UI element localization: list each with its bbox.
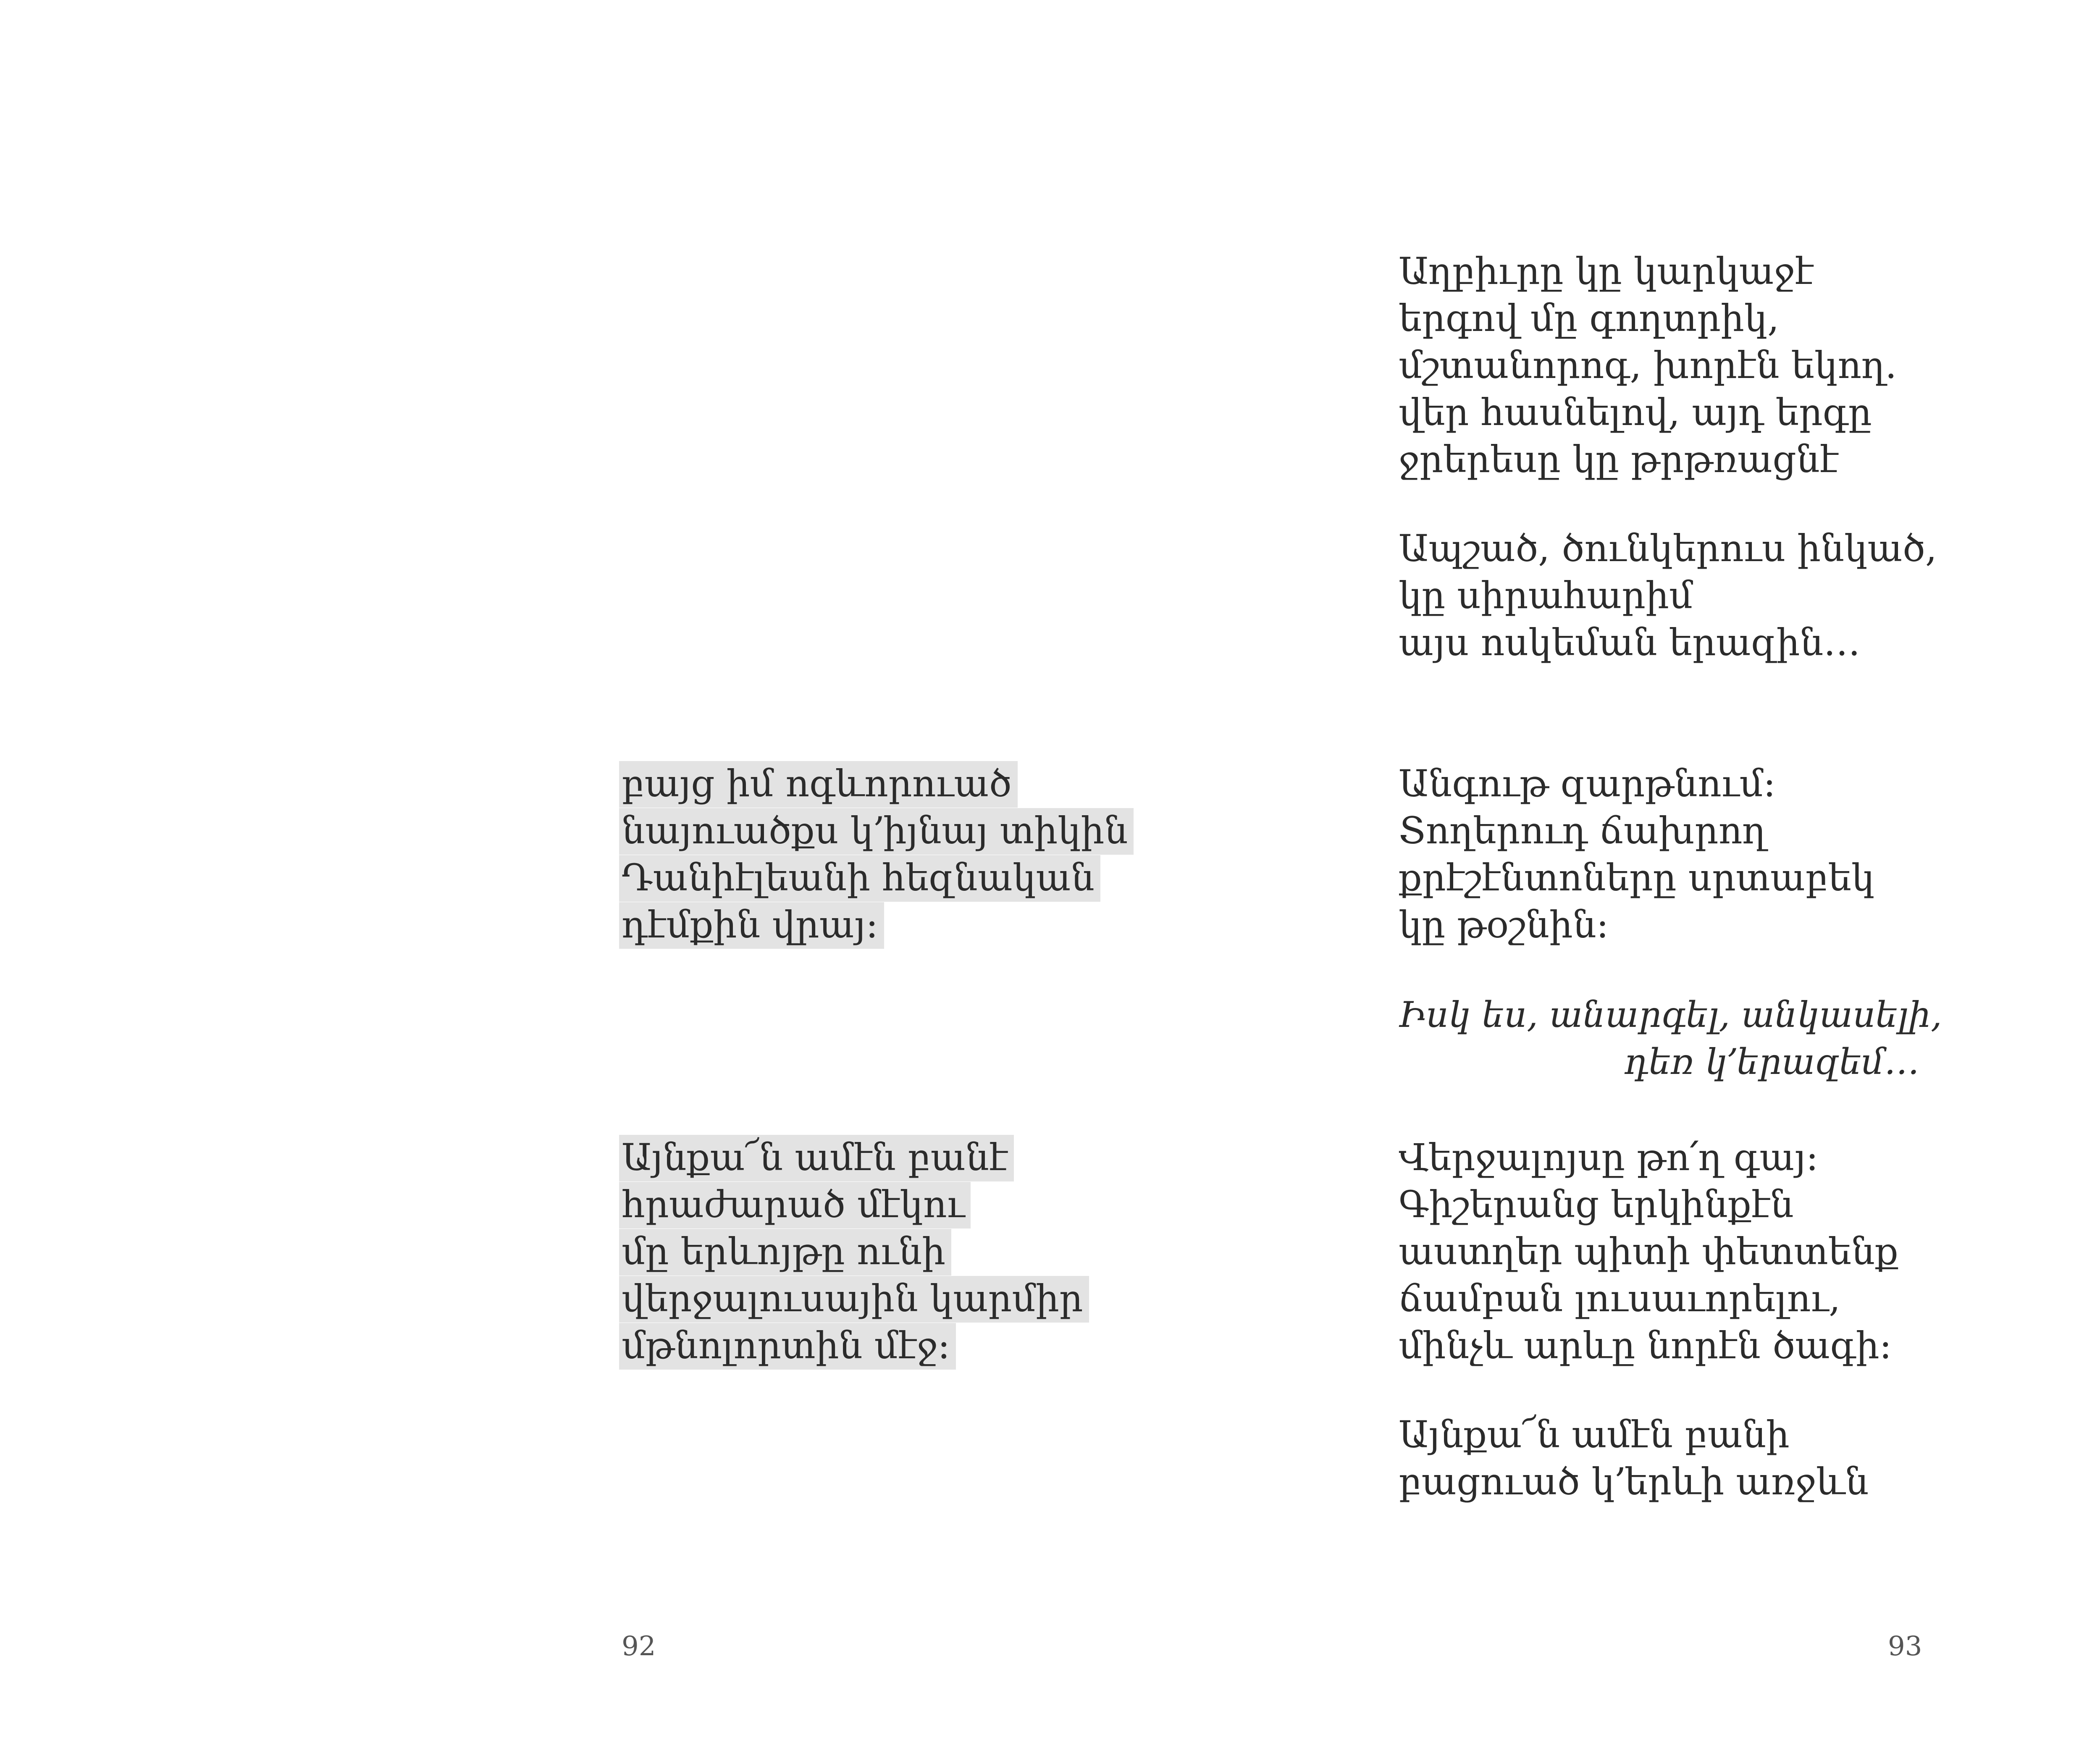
right-page [1260, 0, 2100, 1764]
poem-line: Իսկ ես, անարգել, անկասելի, [1399, 994, 1942, 1035]
poem-line: վերջալուսային կարմիր [622, 1275, 1089, 1322]
poem-line: աստղեր պիտի փետտենք [1399, 1230, 1898, 1273]
italic-stanza [1399, 991, 1942, 1085]
poem-line: դեռ կ՚երազեմ… [1624, 1041, 1919, 1082]
poem-line: Աղբիւրը կը կարկաջէ [1399, 249, 1814, 293]
poem-line: ջրերեսը կը թրթռացնէ [1399, 438, 1839, 481]
poem-line: կը թօշնին։ [1399, 903, 1609, 946]
poem-line: նայուածքս կ՚իյնայ տիկին [622, 807, 1134, 854]
poem-line: կը սիրահարիմ [1399, 574, 1693, 617]
poem-line: Ապշած, ծունկերուս ինկած, [1399, 527, 1937, 570]
poem-line: Այնքա՜ն ամէն բանէ [622, 1134, 1089, 1181]
poem-line: բայց իմ ոգևորուած [622, 760, 1134, 807]
poem-line: մինչև արևը նորէն ծագի։ [1399, 1324, 1892, 1367]
page-number: 93 [1888, 1631, 1922, 1662]
highlighted-stanza [622, 1134, 1089, 1369]
poem-line: Այնքա՜ն ամէն բանի [1399, 1413, 1790, 1456]
highlighted-stanza [622, 760, 1134, 948]
poem-line: հրաժարած մէկու [622, 1181, 1089, 1228]
poem-line: բացուած կ՚երևի առջևն [1399, 1460, 1869, 1503]
stanza [1399, 1134, 1898, 1369]
poem-line: Դանիէլեանի հեզնական [622, 854, 1134, 901]
poem-line: ճամբան լուսաւորելու, [1399, 1277, 1841, 1320]
poem-line: դէմքին վրայ։ [622, 901, 1134, 948]
stanza [1399, 248, 1897, 483]
poem-line: Գիշերանց երկինքէն [1399, 1183, 1794, 1226]
poem-line: Անգութ զարթնում։ [1399, 762, 1776, 805]
poem-line: մթնոլորտին մէջ։ [622, 1322, 1089, 1369]
stanza [1399, 1411, 1869, 1505]
poem-line: վեր հասնելով, այդ երգը [1399, 391, 1872, 434]
poem-line: այս ոսկեման երազին… [1399, 621, 1861, 664]
poem-line: մշտանորոգ, խորէն եկող. [1399, 344, 1897, 387]
stanza [1399, 525, 1937, 666]
poem-line: քրէշէնտոները սրտաբեկ [1399, 856, 1875, 899]
page-number: 92 [622, 1631, 656, 1662]
stanza [1399, 760, 1874, 948]
poem-line: երգով մը գողտրիկ, [1399, 297, 1780, 340]
poem-line: Վերջալոյսը թո՛ղ գայ։ [1399, 1136, 1819, 1179]
poem-line: Տողերուդ ճախրող [1399, 809, 1766, 852]
poem-line: մը երևոյթը ունի [622, 1228, 1089, 1275]
